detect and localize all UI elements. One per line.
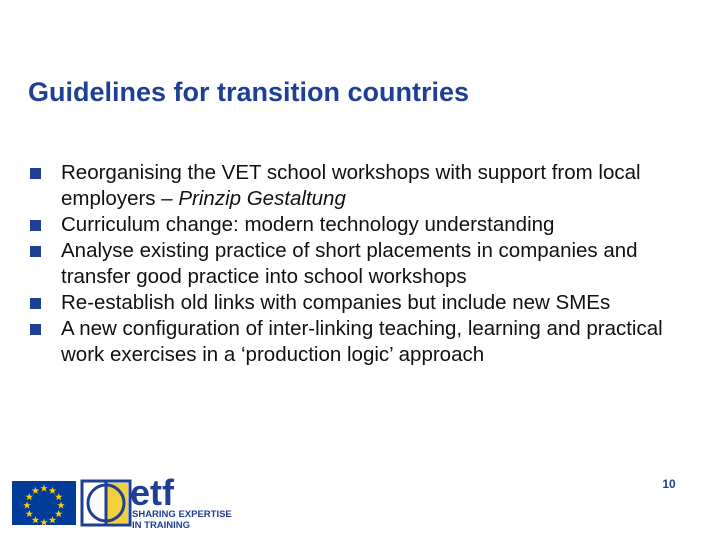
bullet-item	[30, 160, 700, 212]
bullet-text: Re-establish old links with companies but include new SMEs	[61, 291, 611, 314]
bullet-list	[30, 160, 700, 368]
slide-title: Guidelines for transition countries	[28, 77, 470, 107]
square-bullet-icon	[30, 220, 41, 231]
bullet-item	[30, 290, 700, 316]
footer-logos	[12, 467, 252, 531]
bullet-item	[30, 316, 700, 368]
bullet-text: Reorganising the VET school workshops with support from local employers –	[61, 161, 641, 210]
bullet-text: Curriculum change: modern technology understanding	[61, 213, 555, 236]
page-number: 10	[662, 477, 676, 491]
square-bullet-icon	[30, 324, 41, 335]
etf-mark-icon	[82, 481, 130, 525]
square-bullet-icon	[30, 298, 41, 309]
bullet-item	[30, 212, 700, 238]
eu-flag-icon	[12, 481, 76, 526]
square-bullet-icon	[30, 168, 41, 179]
bullet-text: A new configuration of inter-linking teaching, learning and practical work exercises in a ‘production logic’ approach	[61, 317, 663, 366]
bullet-item	[30, 238, 700, 290]
bullet-emphasis: Prinzip Gestaltung	[178, 187, 346, 210]
square-bullet-icon	[30, 246, 41, 257]
tagline-line-1: SHARING EXPERTISE	[132, 509, 232, 520]
etf-logotype: etf	[130, 472, 174, 513]
bullet-text: Analyse existing practice of short placements in companies and transfer good practice into school workshops	[61, 239, 638, 288]
tagline-line-2: IN TRAINING	[132, 520, 191, 531]
